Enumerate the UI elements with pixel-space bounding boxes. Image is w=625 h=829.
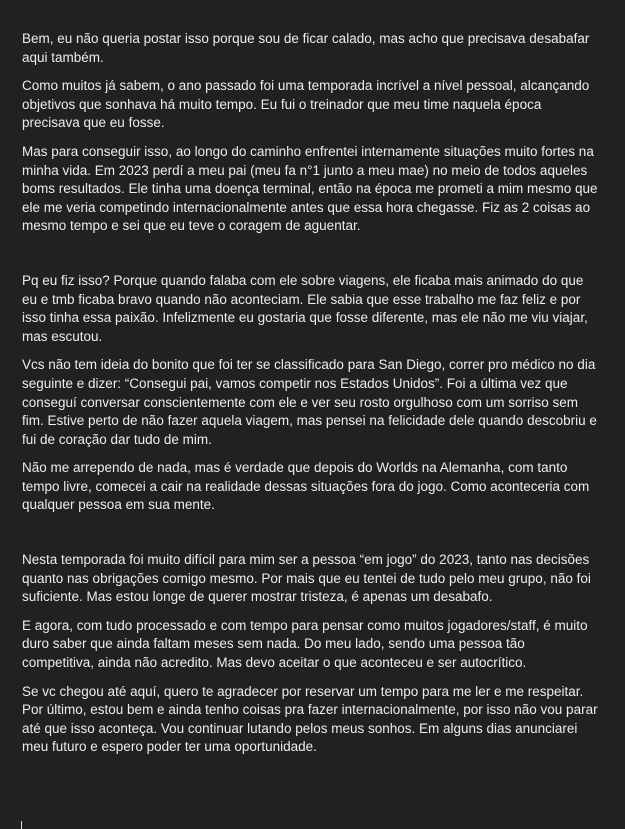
paragraph-spacer [22, 246, 600, 272]
document-body [22, 30, 600, 767]
paragraph-7: Nesta temporada foi muito difícil para mim ser a pessoa “em jogo” do 2023, tanto nas decisões quanto nas obrigações comigo mesmo. Por mais que eu tentei de tudo pelo meu grupo, não foi suficiente. Mas estou longe de querer mostrar tristeza, é apenas um desabafo. [22, 552, 591, 605]
paragraph-5: Vcs não tem ideia do bonito que foi ter se classificado para San Diego, correr pro médico no dia seguinte e dizer: “Consegui pai, vamos competir nos Estados Unidos”. Foi a última vez que conseguí conversar conscientemente com ele e ver seu rosto orgulhoso com um sorriso sem fim. Estive perto de não fazer aquela viagem, mas pensei na felicidade dele quando descobriu e fui de coração dar tudo de mim. [22, 357, 597, 447]
paragraph-spacer [22, 525, 600, 551]
paragraph-9: Se vc chegou até aquí, quero te agradecer por reservar um tempo para me ler e me respeitar. Por último, estou bem e ainda tenho coisas pra fazer internacionalmente, por isso não vou parar até que isso aconteça. Vou continuar lutando pelos meus sonhos. Em alguns dias anunciarei meu futuro e espero poder ter uma oportunidade. [22, 683, 598, 755]
paragraph-3: Mas para conseguir isso, ao longo do caminho enfrentei internamente situações muito fortes na minha vida. Em 2023 perdí a meu pai (meu fa n°1 junto a meu mae) no meio de todos aqueles boms resultados. Ele tinha uma doença terminal, então na época me prometi a mim mesmo que ele me veria competindo internacionalmente antes que essa hora chegasse. Fiz as 2 coisas ao mesmo tempo e sei que eu teve o coragem de aguentar. [22, 143, 598, 234]
paragraph-1: Bem, eu não queria postar isso porque sou de ficar calado, mas acho que precisava desabafar aqui também. [22, 31, 590, 65]
paragraph-8: E agora, com tudo processado e com tempo para pensar como muitos jogadores/staff, é muito duro saber que ainda faltam meses sem nada. Do meu lado, sendo uma pessoa tão competitiva, ainda não acredito. Mas devo aceitar o que aconteceu e ser autocrítico. [22, 617, 588, 671]
paragraph-4: Pq eu fiz isso? Porque quando falaba com ele sobre viagens, ele ficaba mais animado do que eu e tmb ficaba bravo quando não aconteciam. Ele sabia que esse trabalho me faz feliz e por isso tinha essa paixão. Infelizmente eu gostaria que fosse diferente, mas ele não me viu viajar, mas escutou. [22, 272, 588, 344]
text-cursor [21, 821, 22, 829]
paragraph-6: Não me arrependo de nada, mas é verdade que depois do Worlds na Alemanha, com tanto tempo livre, comecei a cair na realidade dessas situações fora do jogo. Como aconteceria com qualquer pessoa em sua mente. [22, 460, 590, 513]
paragraph-2: Como muitos já sabem, o ano passado foi uma temporada incrível a nível pessoal, alcançando objetivos que sonhava há muito tempo. Eu fui o treinador que meu time naquela época precisava que eu fosse. [22, 78, 590, 131]
